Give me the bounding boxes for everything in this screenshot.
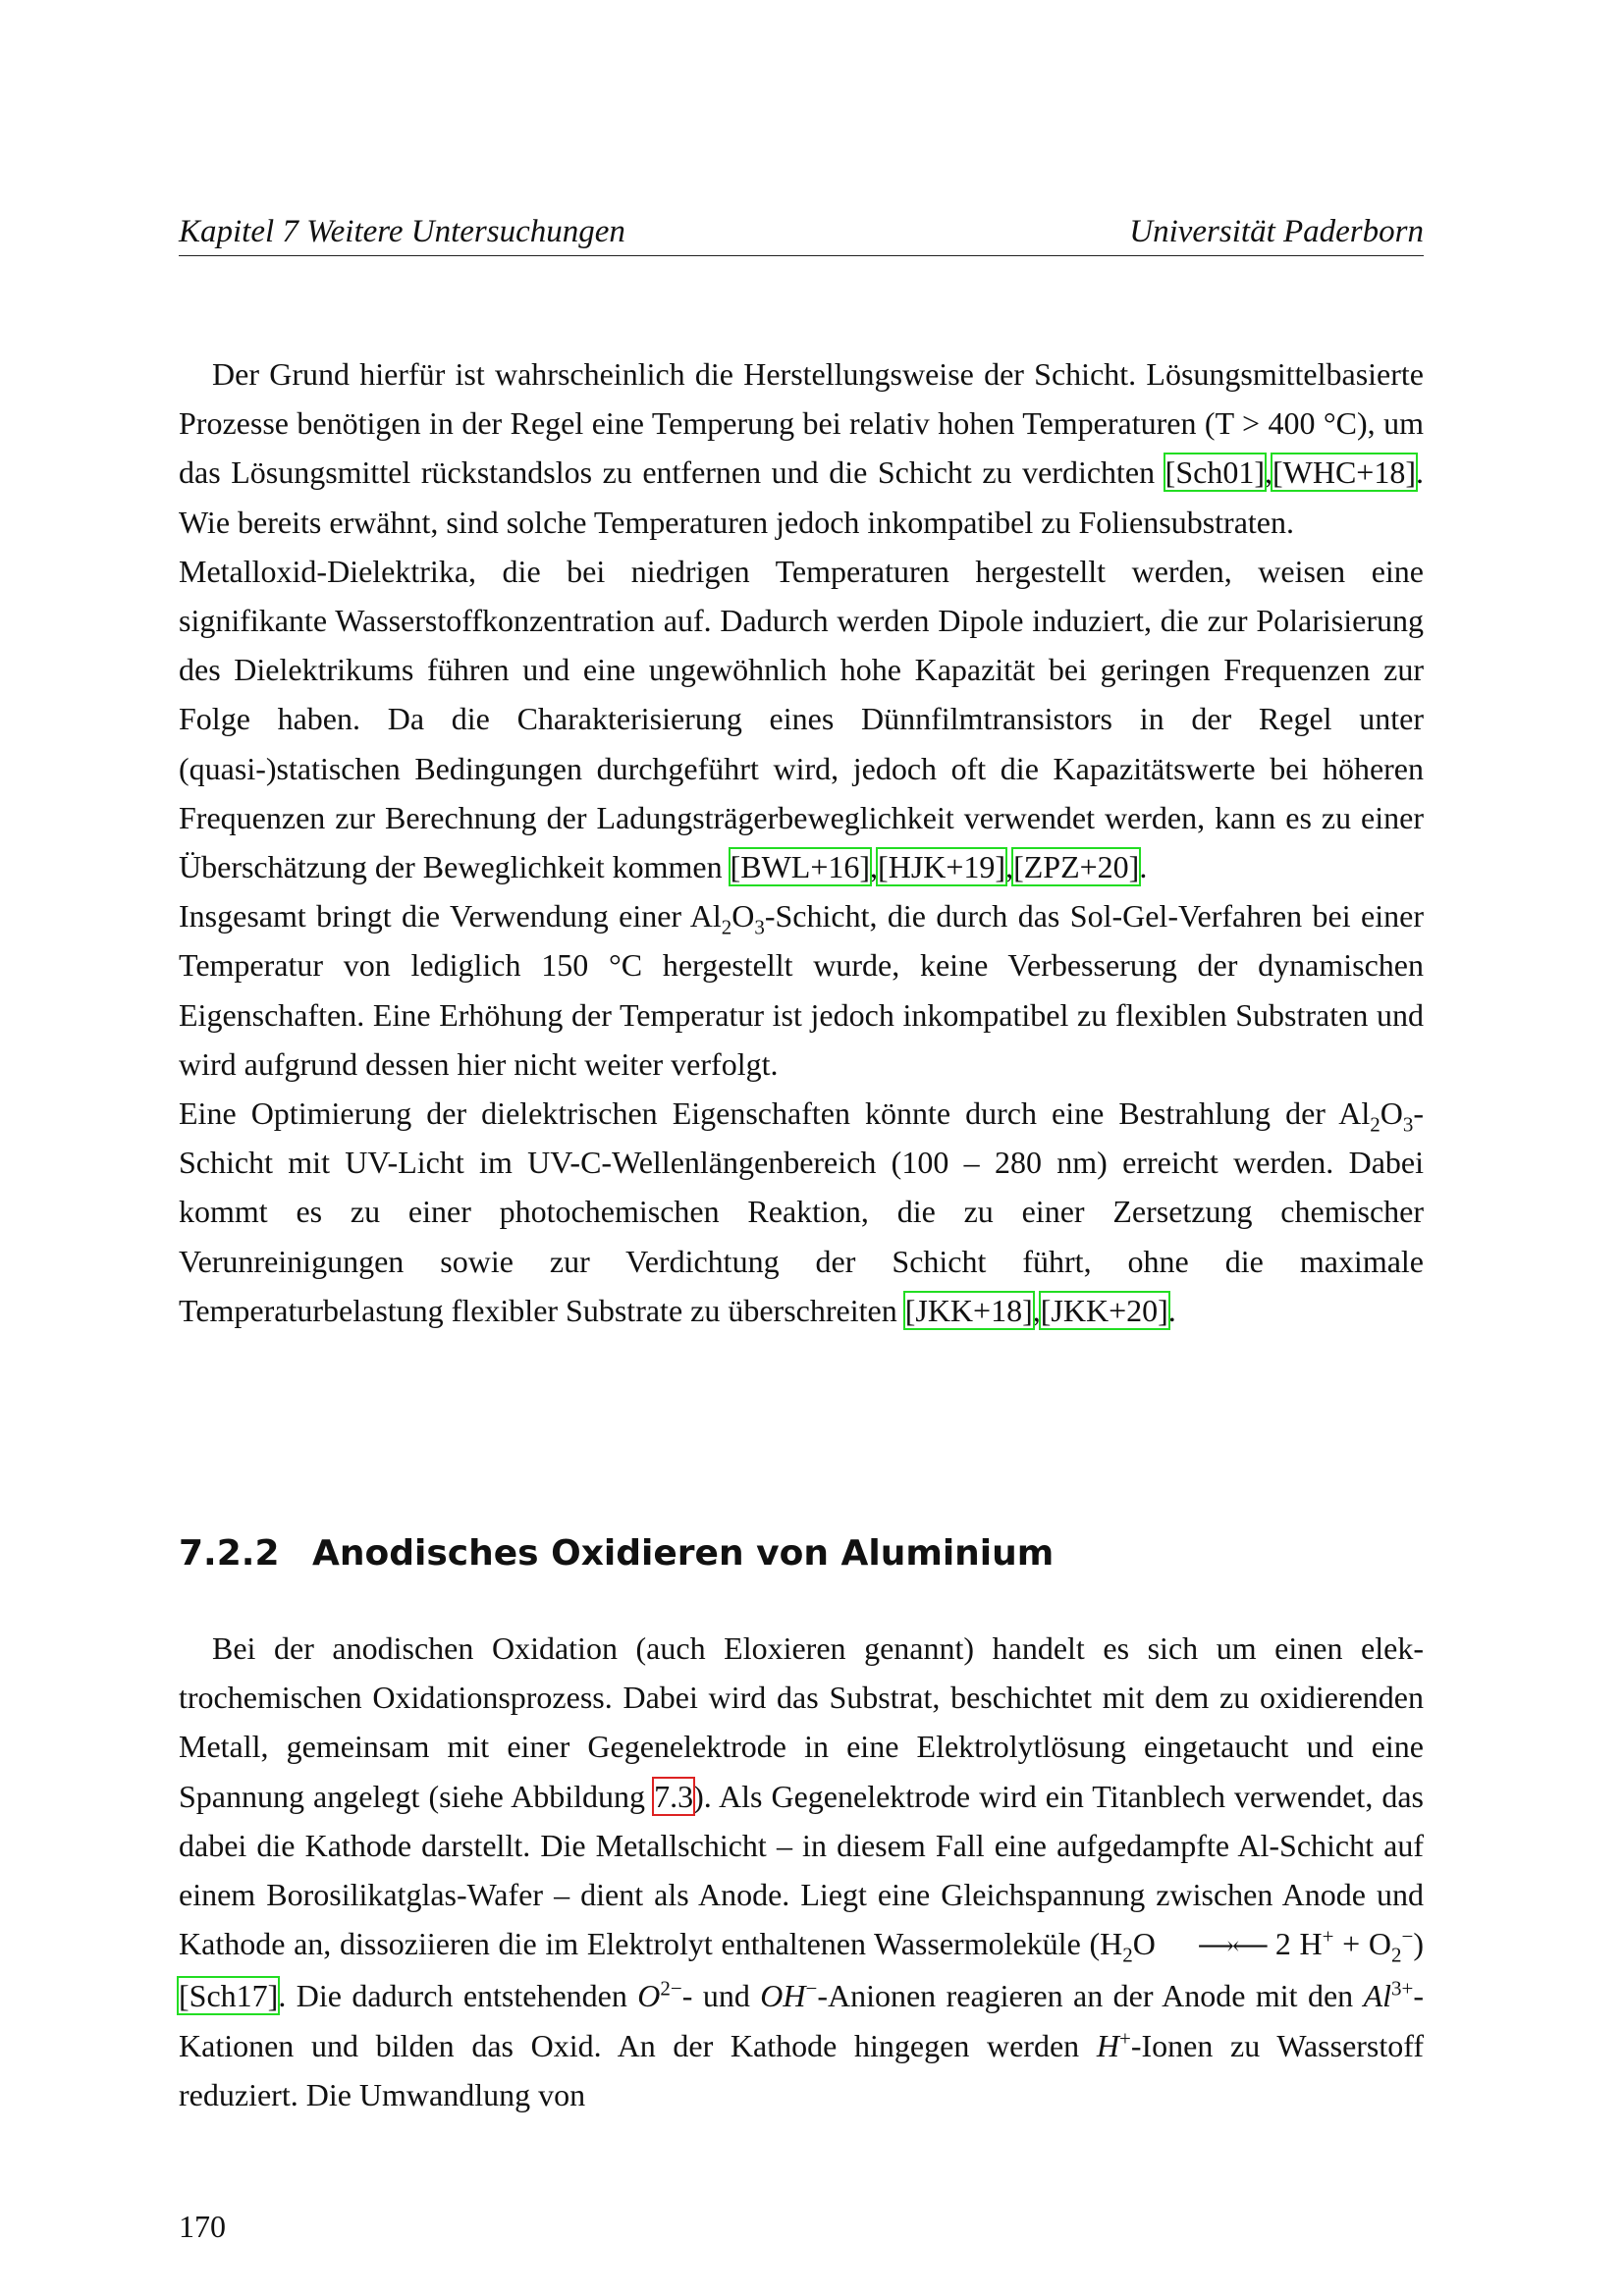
equilibrium-arrows-icon: ⟶⟵ — [1197, 1932, 1268, 1961]
paragraph-3: Insgesamt bringt die Verwendung einer $Al_2O_3$-Schicht, die durch das Sol-Gel-Verfahren bei einer Temperatur von lediglich 150 °C hergestellt wurde, keine Verbesserung der dynamischen Eigenschaften. Eine Erhöhung der Temperatur ist jedoch inkompatibel zu flexiblen Substraten und wird aufgrund dessen hier nicht weiter verfolgt. — [179, 898, 1425, 1082]
citation-link[interactable]: [HJK+19] — [878, 849, 1006, 885]
section-number: 7.2.2 — [179, 1533, 280, 1574]
paragraph-1: Der Grund hierfür ist wahrscheinlich die Herstellungsweise der Schicht. Lösungsmittelbasierte Prozesse benötigen in der Regel eine Temperung bei relativ hohen Temperaturen (T > 400 °C), um das Lösungsmittel rückstandslos zu entfernen und die Schicht zu verdichten [Sch01],[WHC+18]. Wie bereits erwähnt, sind solche Temperaturen jedoch inkompatibel zu Foliensubstraten. — [179, 356, 1424, 540]
citation-link[interactable]: [BWL+16] — [730, 849, 871, 885]
chapter-title: Kapitel 7 Weitere Untersuchungen — [179, 214, 625, 249]
paragraph-4: Eine Optimierung der dielektrischen Eigenschaften könnte durch eine Bestrahlung der $Al_2O_3$-Schicht mit UV-Licht im UV-C-Wellenlängenbereich (100 – 280 nm) erreicht werden. Dabei kommt es zu einer photochemischen Reaktion, die zu einer Zersetzung chemischer Verunreinigungen sowie zur Verdichtung der Schicht führt, ohne die maximale Temperaturbelastung flexibler Substrate zu überschreiten [JKK+18],[JKK+20]. — [179, 1095, 1424, 1328]
university-name: Universität Paderborn — [1129, 214, 1424, 249]
citation-link[interactable]: [Sch17] — [179, 1978, 279, 2014]
citation-link[interactable]: [ZPZ+20] — [1013, 849, 1140, 885]
paragraph-5: Bei der anodischen Oxidation (auch Eloxieren genannt) handelt es sich um einen elektrochemischen Oxidationsprozess. Dabei wird das Substrat, beschichtet mit dem zu oxidierenden Metall, gemeinsam mit einer Gegenelektrode in eine Elektrolytlösung eingetaucht und eine Spannung angelegt (siehe Abbildung 7.3). Als Gegenelektrode wird ein Titanblech verwendet, das dabei die Kathode darstellt. Die Metallschicht – in diesem Fall eine aufgedampfte Al-Schicht auf einem Borosilikatglas-Wafer – dient als Anode. Liegt eine Gleichspannung zwischen Anode und Kathode an, dissoziieren die im Elektrolyt enthaltenen Wassermoleküle ($H_2O$ ⟶⟵ 2 $H^+ + O_2^-$) [Sch17]. Die dadurch entstehenden $O^{2-}-$ und OH−-Anionen reagieren an der Anode mit den $Al^{3+}$-Kationen und bilden das Oxid. An der Kathode hingegen werden H+-Ionen zu Wasserstoff reduziert. Die Umwandlung von — [179, 1630, 1425, 2112]
page-number: 170 — [179, 2209, 226, 2244]
citation-link[interactable]: [JKK+20] — [1040, 1292, 1168, 1328]
section-heading — [179, 1533, 1054, 1574]
dissociation-equation: $H_2O$ ⟶⟵ 2 $H^+ + O_2^-$ — [1100, 1926, 1413, 1961]
citation-link[interactable]: [WHC+18] — [1272, 454, 1416, 491]
citation-link[interactable]: [JKK+18] — [904, 1292, 1033, 1328]
citation-link[interactable]: [Sch01] — [1164, 454, 1265, 491]
body-text-upper — [179, 349, 1424, 1335]
body-text-lower — [179, 1624, 1424, 2119]
section-title: Anodisches Oxidieren von Aluminium — [312, 1533, 1055, 1574]
running-header — [179, 208, 1424, 256]
page — [179, 0, 1424, 2296]
figure-reference-link[interactable]: 7.3 — [654, 1778, 694, 1814]
paragraph-2: Metalloxid-Dielektrika, die bei niedrigen Temperaturen hergestellt werden, weisen eine signifikante Wasserstoffkonzentration auf. Dadurch werden Dipole induziert, die zur Polarisierung des Dielektrikums führen und eine ungewöhnlich hohe Kapazität bei geringen Frequenzen zur Folge haben. Da die Charakterisierung eines Dünnfilmtransistors in der Regel unter (quasi-)statischen Bedingungen durchgeführt wird, jedoch oft die Kapazitätswerte bei höheren Frequenzen zur Berechnung der Ladungsträgerbeweglichkeit verwendet werden, kann es zu einer Überschätzung der Beweglichkeit kommen [BWL+16],[HJK+19],[ZPZ+20]. — [179, 553, 1424, 885]
